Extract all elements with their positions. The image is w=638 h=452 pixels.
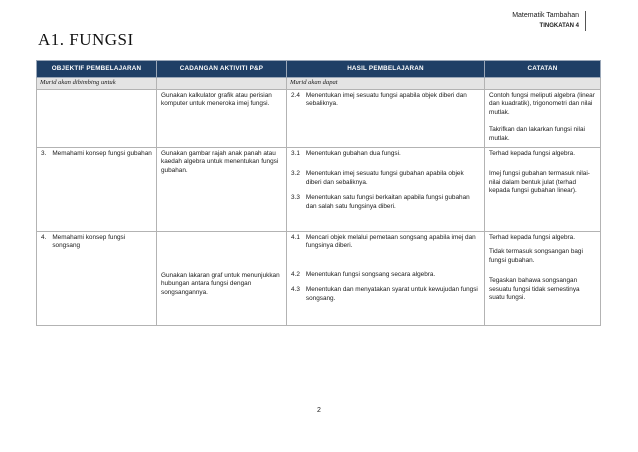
outcome-item (291, 150, 480, 158)
objective-cell (37, 232, 157, 326)
note-text: Tegaskan bahawa songsangan sesuatu fungsi tidak semestinya suatu fungsi. (489, 277, 580, 302)
header-row (37, 61, 601, 78)
outcome-number: 4.1 (291, 234, 300, 241)
note-text: Takrifkan dan lakarkan fungsi nilai mutlak. (489, 126, 585, 142)
objective-cell (37, 148, 157, 232)
table-row (37, 148, 601, 232)
column-header-notes: CATATAN (485, 61, 601, 78)
activity-cell (157, 148, 287, 232)
notes-cell (485, 148, 601, 232)
outcome-item (291, 194, 480, 211)
activity-text: Gunakan kalkulator grafik atau perisian komputer untuk meneroka imej fungsi. (161, 92, 272, 108)
note-text: Terhad kepada fungsi algebra. (489, 234, 575, 241)
outcome-number: 3.2 (291, 170, 300, 178)
objective-text: Memahami konsep fungsi songsang (52, 234, 126, 250)
subheader-empty (157, 78, 287, 90)
note-text: Contoh fungsi meliputi algebra (linear dan kuadratik), trigonometri dan nilai mutlak. (489, 92, 595, 116)
column-header-outcome: HASIL PEMBELAJARAN (287, 61, 485, 78)
outcome-number: 3.3 (291, 194, 300, 202)
outcome-text: Menentukan satu fungsi berkaitan apabila fungsi gubahan dan salah satu fungsinya diberi. (305, 194, 470, 210)
outcome-text: Menentukan fungsi songsang secara algebra. (305, 270, 436, 278)
column-header-activity: CADANGAN AKTIVITI P&P (157, 61, 287, 78)
subject-label: Matematik Tambahan (512, 12, 579, 19)
notes-cell (485, 232, 601, 326)
activity-text: Gunakan gambar rajah anak panah atau kaedah algebra untuk menentukan fungsi gubahan. (161, 150, 279, 174)
note-text: Terhad kepada fungsi algebra. (489, 150, 575, 157)
outcome-text: Menentukan dan menyatakan syarat untuk kewujudan fungsi songsang. (305, 286, 478, 302)
objective-number: 3. (41, 150, 47, 157)
outcome-cell (287, 232, 485, 326)
outcome-item (291, 286, 480, 303)
subheader-objective: Murid akan dibimbing untuk (37, 78, 157, 90)
outcome-text: Menentukan gubahan dua fungsi. (305, 150, 401, 157)
outcome-item (291, 234, 480, 251)
objective-number: 4. (41, 234, 47, 241)
page-title: A1. FUNGSI (38, 30, 134, 49)
page-number: 2 (317, 407, 321, 414)
outcome-item (291, 92, 480, 109)
activity-cell (157, 232, 287, 326)
objective-cell (37, 90, 157, 148)
outcome-cell (287, 90, 485, 148)
note-text: Imej fungsi gubahan termasuk nilai-nilai dalam bentuk julat (terhad kepada fungsi gubahan linear). (489, 170, 590, 195)
syllabus-table (36, 60, 601, 326)
outcome-number: 2.4 (291, 92, 300, 99)
outcome-text: Mencari objek melalui pemetaan songsang apabila imej dan fungsinya diberi. (305, 234, 476, 250)
outcome-number: 4.3 (291, 286, 300, 294)
level-label: TINGKATAN 4 (539, 23, 579, 29)
column-header-objective: OBJEKTIF PEMBELAJARAN (37, 61, 157, 78)
outcome-text: Menentukan imej sesuatu fungsi apabila objek diberi dan sebaliknya. (305, 92, 467, 108)
activity-cell (157, 90, 287, 148)
note-text: Tidak termasuk songsangan bagi fungsi gubahan. (489, 248, 583, 264)
objective-item (41, 234, 152, 251)
table-row (37, 90, 601, 148)
objective-item (41, 150, 152, 158)
objective-text: Memahami konsep fungsi gubahan (52, 150, 152, 157)
subheader-empty (485, 78, 601, 90)
table-row (37, 232, 601, 326)
outcome-item (291, 271, 480, 279)
subheader-row (37, 78, 601, 90)
activity-text: Gunakan lakaran graf untuk menunjukkan hubungan antara fungsi dengan songsangannya. (161, 272, 280, 296)
outcome-number: 3.1 (291, 150, 300, 157)
outcome-cell (287, 148, 485, 232)
subheader-outcome: Murid akan dapat (287, 78, 485, 90)
outcome-text: Menentukan imej sesuatu fungsi gubahan apabila objek diberi dan sebaliknya. (305, 170, 464, 186)
outcome-item (291, 170, 480, 187)
notes-cell (485, 90, 601, 148)
running-header (459, 11, 586, 31)
outcome-number: 4.2 (291, 270, 300, 278)
